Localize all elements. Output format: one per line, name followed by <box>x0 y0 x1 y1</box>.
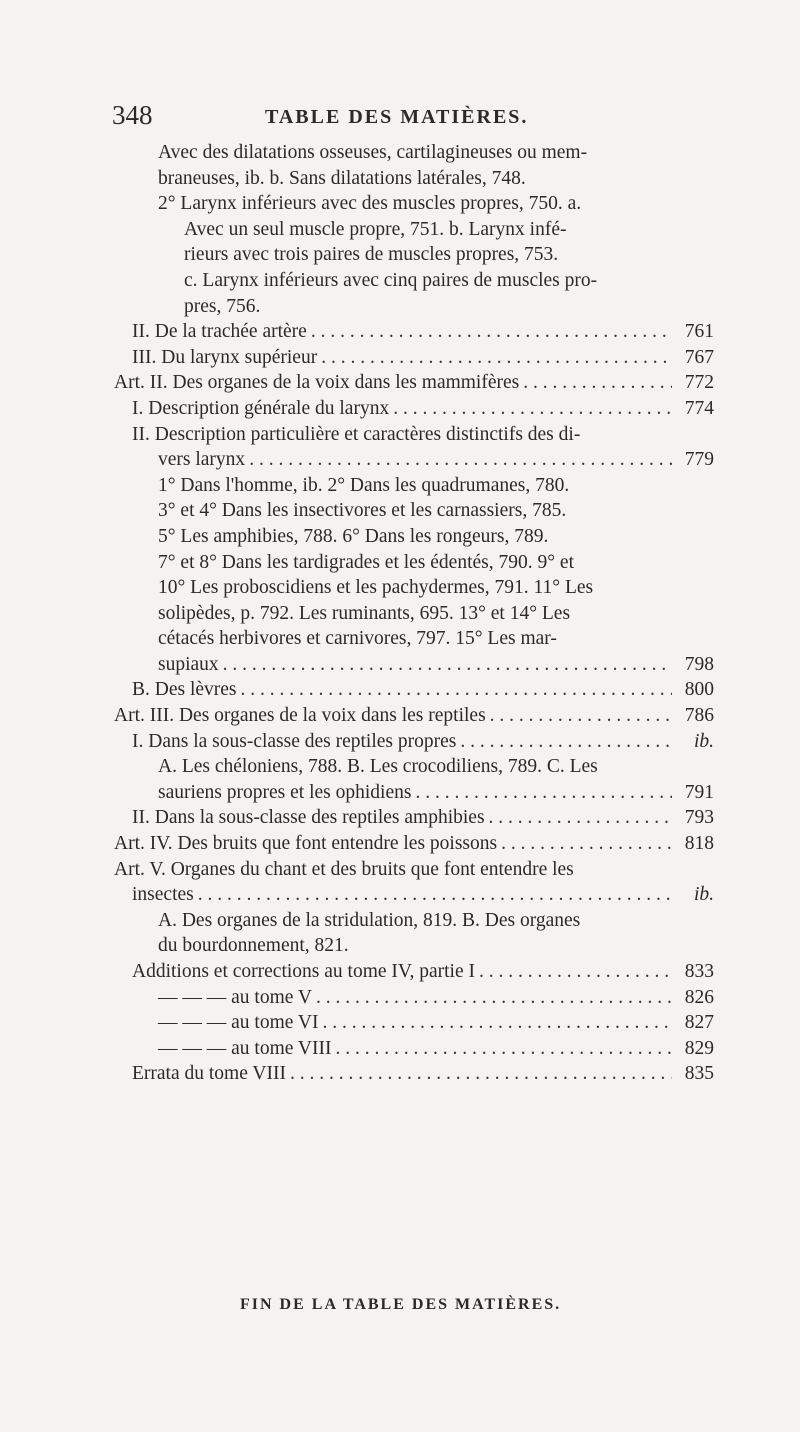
dot-leader <box>241 677 672 703</box>
toc-line <box>114 345 714 371</box>
toc-line <box>114 1010 714 1036</box>
toc-page-number: 827 <box>684 1012 714 1034</box>
toc-text: vers larynx <box>158 449 246 471</box>
toc-line <box>114 780 714 806</box>
toc-text: II. Description particulière et caractères distinctifs des di- <box>132 423 581 445</box>
toc-line <box>114 422 714 448</box>
toc-line <box>114 473 714 499</box>
toc-page-number: 818 <box>684 833 714 855</box>
dot-leader <box>490 703 672 729</box>
toc-line <box>114 857 714 883</box>
toc-line <box>114 831 714 857</box>
toc-text: braneuses, ib. b. Sans dilatations latérales, 748. <box>158 167 526 189</box>
toc-text: supiaux <box>158 653 219 675</box>
toc-text: A. Des organes de la stridulation, 819. B. Des organes <box>158 909 581 931</box>
toc-text: cétacés herbivores et carnivores, 797. 15° Les mar- <box>158 628 557 650</box>
toc-text: du bourdonnement, 821. <box>158 935 349 957</box>
toc-page-number: 774 <box>684 397 714 419</box>
toc-line <box>114 1061 714 1087</box>
toc-line <box>114 729 714 755</box>
toc-line <box>114 1036 714 1062</box>
toc-text: — — — au tome VI <box>158 1012 319 1034</box>
toc-line <box>114 959 714 985</box>
toc-text: insectes <box>132 884 194 906</box>
dot-leader <box>223 652 672 678</box>
toc-line <box>114 370 714 396</box>
toc-page-number: 798 <box>684 653 714 675</box>
toc-page-number: 761 <box>684 321 714 343</box>
toc-text: A. Les chéloniens, 788. B. Les crocodiliens, 789. C. Les <box>158 756 598 778</box>
toc-text: I. Dans la sous-classe des reptiles propres <box>132 730 457 752</box>
toc-text: — — — au tome V <box>158 986 313 1008</box>
toc-text: Art. IV. Des bruits que font entendre les poissons <box>114 833 498 855</box>
dot-leader <box>335 1036 672 1062</box>
running-head: TABLE DES MATIÈRES. <box>265 106 529 128</box>
toc-text: Art. III. Des organes de la voix dans les reptiles <box>114 705 486 727</box>
toc-line <box>114 985 714 1011</box>
toc-line <box>114 498 714 524</box>
toc-line <box>114 882 714 908</box>
toc-text: II. Dans la sous-classe des reptiles amphibies <box>132 807 485 829</box>
dot-leader <box>501 831 672 857</box>
toc-line <box>114 447 714 473</box>
toc-text: — — — au tome VIII <box>158 1037 332 1059</box>
toc-page-number: 767 <box>684 346 714 368</box>
toc-page-number: 793 <box>684 807 714 829</box>
dot-leader <box>311 319 672 345</box>
toc-text: pres, 756. <box>184 295 261 317</box>
toc-text: c. Larynx inférieurs avec cinq paires de muscles pro- <box>184 269 598 291</box>
toc-text: 10° Les proboscidiens et les pachydermes, 791. 11° Les <box>158 577 594 599</box>
toc-text: sauriens propres et les ophidiens <box>158 781 412 803</box>
toc-page-number: 829 <box>684 1037 714 1059</box>
dot-leader <box>198 882 672 908</box>
toc-line <box>114 626 714 652</box>
toc-text: 5° Les amphibies, 788. 6° Dans les rongeurs, 789. <box>158 525 549 547</box>
toc-text: Avec des dilatations osseuses, cartilagineuses ou mem- <box>158 142 588 163</box>
toc-text: II. De la trachée artère <box>132 321 307 343</box>
dot-leader <box>479 959 672 985</box>
toc-line <box>114 191 714 217</box>
toc-line <box>114 703 714 729</box>
toc-line <box>114 652 714 678</box>
toc-page-number: 833 <box>684 961 714 982</box>
toc-text: Art. II. Des organes de la voix dans les mammifères <box>114 372 520 394</box>
toc-line <box>114 805 714 831</box>
toc-text: Avec un seul muscle propre, 751. b. Larynx infé- <box>184 218 567 240</box>
toc-page-number: 800 <box>684 679 714 701</box>
dot-leader <box>460 729 672 755</box>
toc-line <box>114 140 714 166</box>
toc-line <box>114 242 714 268</box>
toc-line <box>114 166 714 192</box>
toc-line <box>114 217 714 243</box>
toc-text: 1° Dans l'homme, ib. 2° Dans les quadrumanes, 780. <box>158 474 570 496</box>
toc-text: Art. V. Organes du chant et des bruits que font entendre les <box>114 858 574 880</box>
toc-line <box>114 319 714 345</box>
toc-page-number: 779 <box>684 449 714 471</box>
toc-text: 7° et 8° Dans les tardigrades et les édentés, 790. 9° et <box>158 551 574 573</box>
dot-leader <box>316 985 672 1011</box>
dot-leader <box>523 370 672 396</box>
dot-leader <box>321 345 672 371</box>
toc-line <box>114 294 714 320</box>
dot-leader <box>290 1061 672 1087</box>
toc-text: III. Du larynx supérieur <box>132 346 318 368</box>
toc-text: B. Des lèvres <box>132 679 237 701</box>
page-number: 348 <box>112 100 153 130</box>
toc-page-number: 772 <box>684 372 714 394</box>
dot-leader <box>249 447 672 473</box>
dot-leader <box>393 396 672 422</box>
toc-text: rieurs avec trois paires de muscles propres, 753. <box>184 244 559 266</box>
toc-text: Additions et corrections au tome IV, partie I <box>132 961 475 982</box>
dot-leader <box>415 780 672 806</box>
toc-page-number: 791 <box>684 781 714 803</box>
toc-line <box>114 754 714 780</box>
toc-text: 3° et 4° Dans les insectivores et les carnassiers, 785. <box>158 500 567 522</box>
end-of-table: FIN DE LA TABLE DES MATIÈRES. <box>240 1296 562 1313</box>
toc-page-number: 786 <box>684 705 714 727</box>
toc-line <box>114 933 714 959</box>
toc-line <box>114 396 714 422</box>
dot-leader <box>489 805 672 831</box>
toc-line <box>114 575 714 601</box>
toc-page-number: 835 <box>684 1063 714 1085</box>
toc-line <box>114 524 714 550</box>
toc-text: Errata du tome VIII <box>132 1063 286 1085</box>
toc-page-number: ib. <box>693 884 714 906</box>
toc-text: solipèdes, p. 792. Les ruminants, 695. 13° et 14° Les <box>158 602 571 624</box>
dot-leader <box>323 1010 673 1036</box>
toc-line <box>114 601 714 627</box>
toc-page-number: ib. <box>693 730 714 752</box>
toc-line <box>114 550 714 576</box>
toc-line <box>114 677 714 703</box>
toc-line <box>114 908 714 934</box>
toc-text: 2° Larynx inférieurs avec des muscles propres, 750. a. <box>158 193 582 215</box>
toc-page-number: 826 <box>684 986 714 1008</box>
table-of-contents <box>114 140 714 1087</box>
toc-text: I. Description générale du larynx <box>132 397 390 419</box>
toc-line <box>114 268 714 294</box>
